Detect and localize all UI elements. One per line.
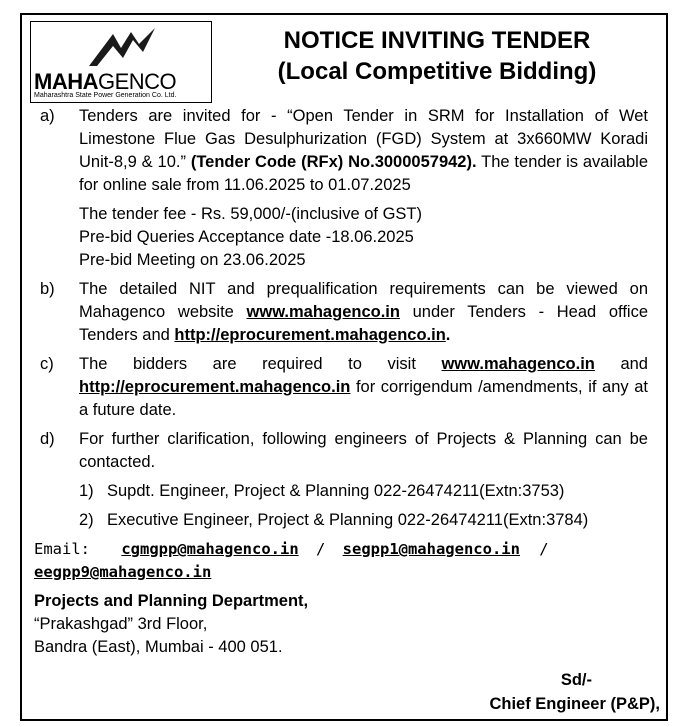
contact-text: Supdt. Engineer, Project & Planning 022-26474211(Extn:3753) xyxy=(107,482,565,500)
mahagenco-website-link[interactable]: www.mahagenco.in xyxy=(441,355,595,373)
title-line-2: (Local Competitive Bidding) xyxy=(277,58,597,85)
logo-wordmark: MAHAGENCO xyxy=(34,69,177,94)
department-name: Projects and Planning Department, xyxy=(34,592,309,610)
mahagenco-logo xyxy=(30,21,212,103)
email-eegpp9-link[interactable]: eegpp9@mahagenco.in xyxy=(34,563,212,581)
eprocurement-link[interactable]: http://eprocurement.mahagenco.in xyxy=(174,326,446,344)
item-a-text: Tenders are invited for - “Open Tender in SRM for Installation of Wet Limestone Flue Gas Desulphurization (FGD) System at 3x660MW Koradi Unit-8,9 & 10.” (Tender Code (RFx) No.3000057942). The tender is available for online sale from 11.06.2025 to 01.07.2025 xyxy=(79,107,649,194)
eprocurement-link[interactable]: http://eprocurement.mahagenco.in xyxy=(79,378,351,396)
prebid-queries-date: Pre-bid Queries Acceptance date -18.06.2025 xyxy=(79,228,414,246)
title-line-1: NOTICE INVITING TENDER xyxy=(283,27,591,54)
item-c xyxy=(22,353,662,422)
notice-header xyxy=(22,15,666,105)
notice-title xyxy=(222,25,652,87)
logo-subtitle: Maharashtra State Power Generation Co. Ltd. xyxy=(34,92,177,99)
signature-designation: Chief Engineer (P&P), xyxy=(489,695,660,713)
item-label: c) xyxy=(40,355,54,373)
contact-row xyxy=(22,509,662,532)
contact-number: 1) xyxy=(79,482,94,500)
email-label: Email: xyxy=(34,540,90,558)
lightning-tower-icon xyxy=(87,26,157,70)
item-d xyxy=(22,428,662,474)
contact-text: Executive Engineer, Project & Planning 022-26474211(Extn:3784) xyxy=(107,511,589,529)
email-segpp1-link[interactable]: segpp1@mahagenco.in xyxy=(342,540,520,558)
signature-sd: Sd/- xyxy=(560,671,592,689)
item-b xyxy=(22,278,662,347)
item-b-text: The detailed NIT and prequalification requirements can be viewed on Mahagenco website www.mahagenco.in under Tenders - Head office Tenders and http://eprocurement.mahagenco.in. xyxy=(79,280,648,344)
item-a xyxy=(22,105,662,272)
item-label: b) xyxy=(40,280,55,298)
tender-notice xyxy=(20,13,668,721)
tender-code: (Tender Code (RFx) No.3000057942). xyxy=(190,153,477,171)
email-cgmgpp-link[interactable]: cgmgpp@mahagenco.in xyxy=(121,540,299,558)
contact-number: 2) xyxy=(79,511,94,529)
address-line-1: “Prakashgad” 3rd Floor, xyxy=(34,615,208,633)
item-label: d) xyxy=(40,430,55,448)
item-d-text: For further clarification, following engineers of Projects & Planning can be contacted. xyxy=(79,430,648,471)
prebid-meeting-date: Pre-bid Meeting on 23.06.2025 xyxy=(79,251,306,269)
contact-row xyxy=(22,480,662,503)
tender-fee: The tender fee - Rs. 59,000/-(inclusive of GST) xyxy=(79,205,422,223)
address-block xyxy=(22,590,662,659)
item-c-text: The bidders are required to visit www.mahagenco.in and http://eprocurement.mahagenco.in for corrigendum /amendments, if any at a future date. xyxy=(79,355,648,419)
email-line: Email: cgmgpp@mahagenco.in / segpp1@mahagenco.in / eegpp9@mahagenco.in xyxy=(34,540,549,581)
item-label: a) xyxy=(40,107,55,125)
mahagenco-website-link[interactable]: www.mahagenco.in xyxy=(246,303,400,321)
notice-body xyxy=(22,105,662,659)
address-line-2: Bandra (East), Mumbai - 400 051. xyxy=(34,638,283,656)
